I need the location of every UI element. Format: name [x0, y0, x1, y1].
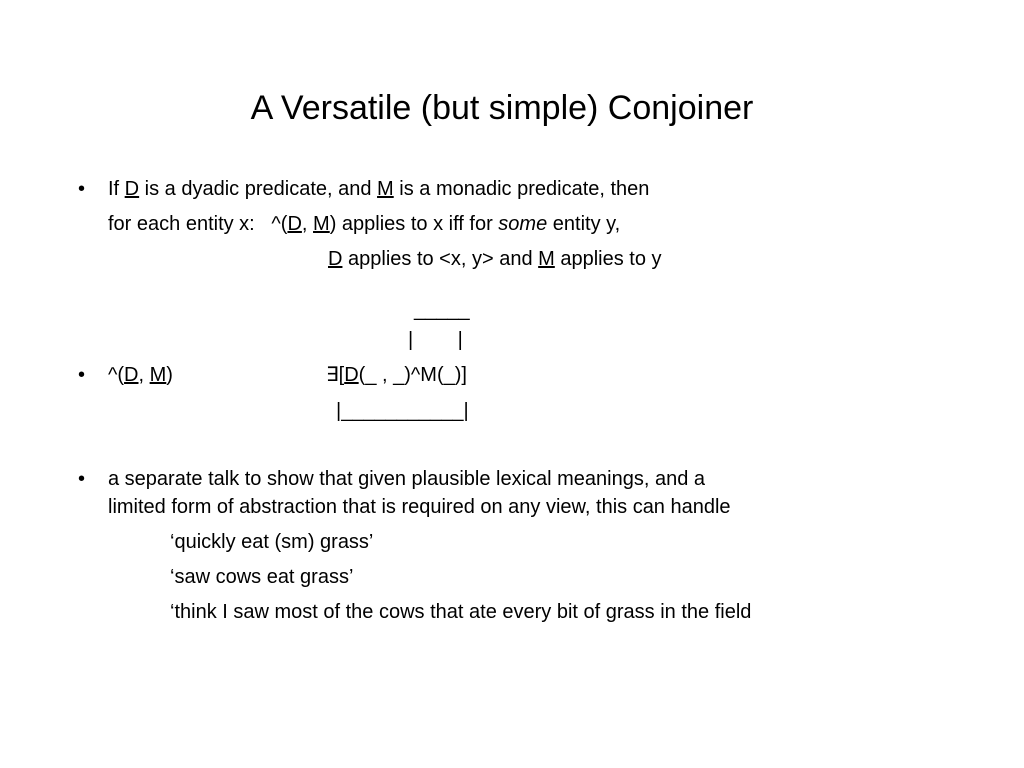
- bullet-marker: •: [78, 468, 86, 490]
- text: for each entity x: ^(: [108, 213, 288, 235]
- example-3: ‘think I saw most of the cows that ate every bit of grass in the field: [170, 601, 752, 623]
- predicate-d: D: [344, 364, 359, 386]
- text: ,: [138, 364, 150, 386]
- predicate-d: D: [287, 213, 302, 235]
- text: is a dyadic predicate, and: [139, 178, 378, 200]
- text: applies to y: [554, 248, 662, 270]
- predicate-d: D: [124, 178, 140, 200]
- diagram-bottom: |___________|: [336, 400, 469, 422]
- predicate-m: M: [538, 248, 555, 270]
- diagram-top-pipes: | |: [408, 329, 463, 351]
- bullet-marker: •: [78, 364, 86, 386]
- predicate-d: D: [328, 248, 343, 270]
- predicate-d: D: [124, 364, 139, 386]
- text: applies to <x, y> and: [342, 248, 539, 270]
- bullet-3-line-2: limited form of abstraction that is required on any view, this can handle: [108, 496, 731, 518]
- example-1: ‘quickly eat (sm) grass’: [170, 531, 374, 553]
- text: entity y,: [547, 213, 621, 235]
- bullet-1-line-2: [108, 212, 620, 236]
- bullet-3-line-1: a separate talk to show that given plausible lexical meanings, and a: [108, 468, 706, 490]
- slide-title: A Versatile (but simple) Conjoiner: [250, 89, 754, 127]
- example-2: ‘saw cows eat grass’: [170, 566, 354, 588]
- text: ): [166, 364, 173, 386]
- text: If: [108, 178, 125, 200]
- emphasis-some: some: [498, 213, 548, 235]
- text: is a monadic predicate, then: [393, 178, 650, 200]
- diagram-lhs: [108, 363, 173, 387]
- diagram-rhs: [326, 363, 467, 387]
- text: ^(: [108, 364, 125, 386]
- predicate-m: M: [149, 364, 167, 386]
- text: ∃[: [326, 364, 345, 386]
- bullet-1-line-3: [328, 247, 662, 271]
- predicate-m: M: [313, 213, 330, 235]
- text: ) applies to x iff for: [329, 213, 499, 235]
- text: (_ , _)^M(_)]: [358, 364, 467, 386]
- bullet-marker: •: [78, 178, 86, 200]
- predicate-m: M: [377, 178, 394, 200]
- text: ,: [301, 213, 314, 235]
- diagram-top-bar: _____: [414, 299, 470, 321]
- bullet-1-line-1: [108, 177, 649, 201]
